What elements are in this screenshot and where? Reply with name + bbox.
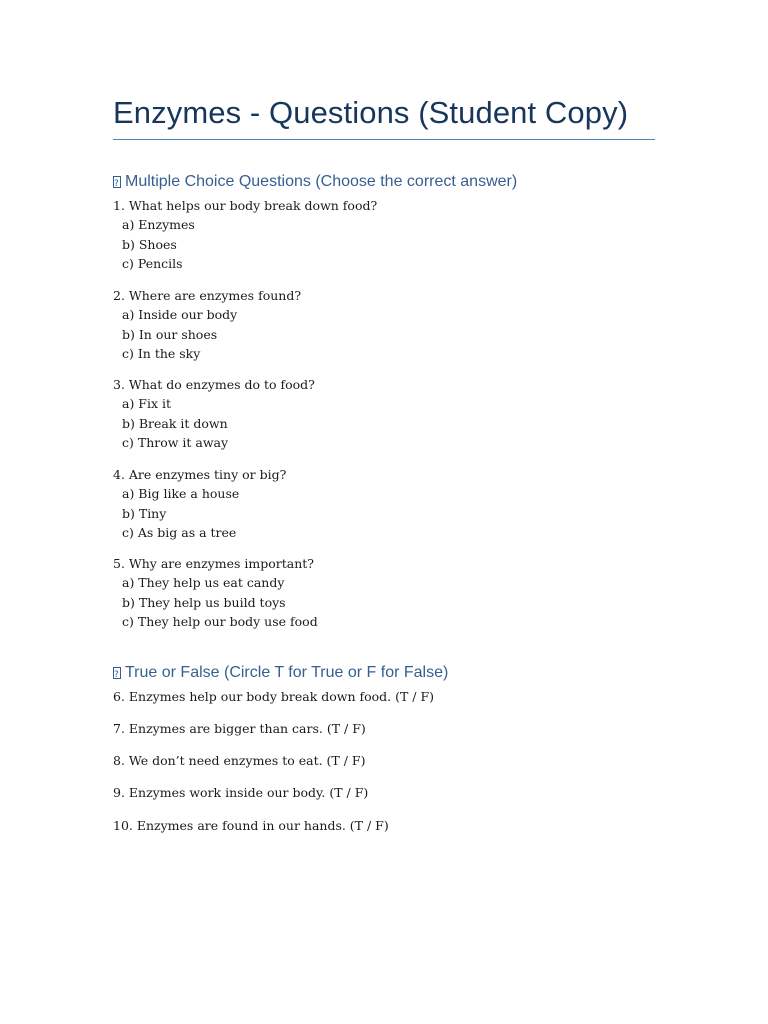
mcq-question-3 — [113, 375, 315, 452]
mcq-heading-text: Multiple Choice Questions (Choose the correct answer) — [125, 173, 518, 190]
answer-option: c) Pencils — [122, 255, 183, 271]
question-stem: 2. Where are enzymes found? — [113, 288, 302, 303]
answer-option: c) In the sky — [122, 345, 201, 361]
title-underline — [113, 139, 655, 140]
answer-option: b) Break it down — [122, 415, 228, 431]
mcq-question-2 — [113, 286, 301, 363]
answer-option: a) They help us eat candy — [122, 575, 285, 591]
answer-option: b) In our shoes — [122, 326, 218, 342]
missing-glyph-icon — [113, 176, 121, 188]
mcq-question-4 — [113, 465, 286, 542]
question-stem: 1. What helps our body break down food? — [113, 198, 378, 213]
tf-statement-9: 9. Enzymes work inside our body. (T / F) — [113, 785, 369, 800]
tf-heading — [113, 663, 448, 683]
answer-option: c) As big as a tree — [122, 524, 237, 540]
answer-option: c) Throw it away — [122, 434, 229, 450]
tf-statement-7: 7. Enzymes are bigger than cars. (T / F) — [113, 721, 366, 736]
answer-option: b) They help us build toys — [122, 594, 286, 610]
answer-option: a) Big like a house — [122, 486, 240, 502]
question-stem: 4. Are enzymes tiny or big? — [113, 467, 287, 482]
missing-glyph-icon — [113, 667, 121, 679]
question-stem: 5. Why are enzymes important? — [113, 556, 314, 571]
tf-statement-10: 10. Enzymes are found in our hands. (T / F) — [113, 818, 389, 833]
answer-option: a) Inside our body — [122, 307, 238, 323]
tf-statement-6: 6. Enzymes help our body break down food. (T / F) — [113, 689, 435, 704]
question-stem: 3. What do enzymes do to food? — [113, 377, 315, 392]
mcq-question-1 — [113, 196, 377, 273]
answer-option: a) Enzymes — [122, 217, 195, 233]
answer-option: b) Tiny — [122, 505, 167, 521]
tf-statement-8: 8. We don’t need enzymes to eat. (T / F) — [113, 753, 366, 768]
mcq-heading — [113, 172, 517, 192]
mcq-question-5 — [113, 554, 318, 631]
page-title: Enzymes - Questions (Student Copy) — [113, 95, 629, 130]
answer-option: c) They help our body use food — [122, 613, 318, 629]
answer-option: a) Fix it — [122, 396, 172, 412]
answer-option: b) Shoes — [122, 236, 177, 252]
tf-heading-text: True or False (Circle T for True or F for False) — [125, 664, 449, 681]
